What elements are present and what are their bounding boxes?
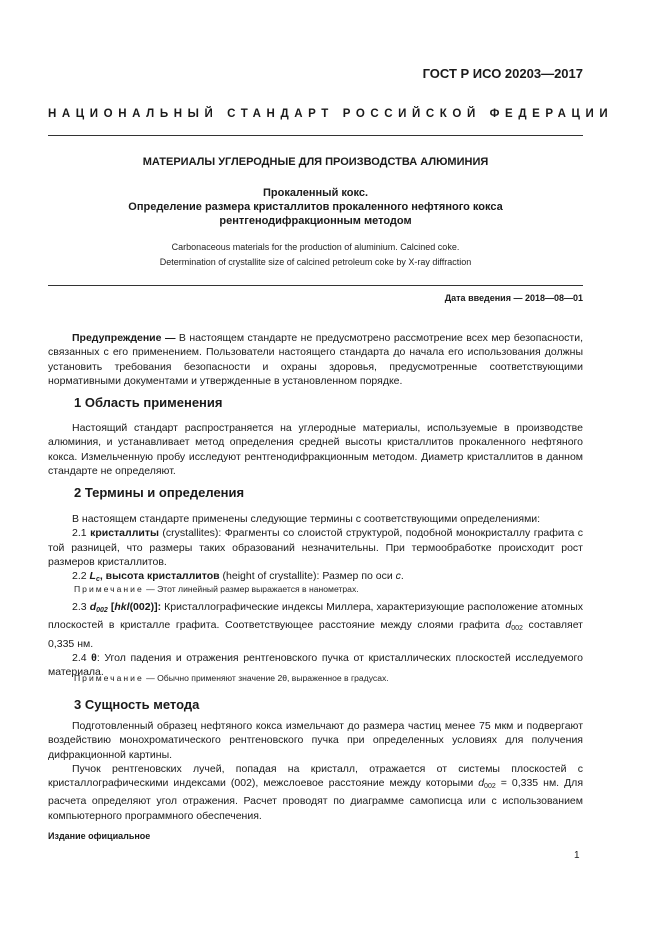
section-2-definitions (48, 512, 583, 587)
axis-symbol: c (395, 570, 401, 583)
english-title-line-2: Determination of crystallite size of calcined petroleum coke by X-ray diffraction (159, 257, 472, 267)
subtitle-line-2: Определение размера кристаллитов прокаленного нефтяного кокса (128, 201, 503, 213)
term-symbol: θ (91, 651, 97, 664)
term-symbol: d (89, 601, 97, 613)
warning-paragraph (48, 331, 583, 388)
warning-label: Предупреждение — (72, 332, 176, 344)
note-text-end: , выраженное в градусах. (287, 673, 389, 683)
term-definition: Кристаллографические индексы Миллера, характеризующие расположение атомных плоскостей в кристалле графита. Соответствующее расстояние между слоями графита (48, 601, 583, 632)
document-subtitle (48, 186, 583, 228)
section-2-heading: 2 Термины и определения (74, 485, 245, 500)
section-1-heading: 1 Область применения (74, 395, 223, 410)
section-1-paragraph: Настоящий стандарт распространяется на углеродные материалы, используемые в производстве алюминия, и устанавливает метод определения средней высоты кристаллитов прокаленного нефтяного кокса. Измельченную пробу исследуют рентгенодифракционным методом. Диаметр кристаллитов в данном стандарте не определяют. (48, 422, 583, 477)
official-publication-label: Издание официальное (48, 831, 151, 841)
subtitle-line-1: Прокаленный кокс. (262, 187, 369, 199)
english-title-line-1: Carbonaceous materials for the production of aluminium. Calcined coke. (171, 242, 460, 252)
subtitle-line-3: рентгенодифракционным методом (219, 215, 412, 227)
title-divider (48, 285, 583, 286)
term-end: . (400, 570, 404, 583)
index-close: (002)]: (129, 601, 162, 613)
term-name: , высота кристаллитов (99, 570, 220, 583)
english-title (48, 240, 583, 270)
term-symbol-subscript: 002 (96, 607, 108, 614)
section-3-text (48, 719, 583, 823)
inline-symbol-subscript: 002 (511, 625, 523, 633)
introduction-date: Дата введения — 2018—08—01 (444, 293, 583, 303)
term-symbol-subscript: c (95, 576, 100, 584)
standard-number: ГОСТ Р ИСО 20203—2017 (422, 66, 583, 81)
term-definition: : Угол падения и отражения рентгеновского пучка от кристаллических плоскостей исследуемого материала. (48, 651, 583, 679)
paragraph-text: = 0,335 нм. Для расчета определяют угол отражения. Расчет проводят по диаграмме самописца или с использованием компьютерного программного обеспечения. (48, 777, 583, 822)
paragraph-text: Пучок рентгеновских лучей, попадая на кристалл, отражается от системы плоскостей с кристаллографическими индексами (002), межслоевое расстояние между которыми (48, 762, 583, 790)
term-number: 2.4 (72, 651, 92, 664)
page-number: 1 (574, 850, 580, 861)
index-letters: hkl (114, 601, 130, 613)
section-3-heading: 3 Сущность метода (74, 697, 200, 712)
index-open: [ (107, 601, 115, 613)
national-standard-banner: НАЦИОНАЛЬНЫЙ СТАНДАРТ РОССИЙСКОЙ ФЕДЕРАЦИИ (48, 108, 614, 120)
term-definition: (crystallites): Фрагменты со слоистой структурой, подобной монокристаллу графита с той разницей, что размеры таких образований незначительны. При термообработке происходит рост размеров кристаллитов. (48, 527, 584, 568)
term-name: кристаллиты (90, 527, 159, 540)
document-title: МАТЕРИАЛЫ УГЛЕРОДНЫЕ ДЛЯ ПРОИЗВОДСТВА АЛЮМИНИЯ (142, 156, 489, 168)
term-symbol: L (89, 570, 96, 583)
theta-symbol: θ (282, 673, 288, 683)
term-2-1 (48, 526, 583, 569)
section-3-paragraph-1: Подготовленный образец нефтяного кокса измельчают до размера частиц менее 75 мкм и подвергают воздействию монохроматического рентгеновского пучка при определенных условиях для получения дифракционной картины. (48, 720, 583, 761)
term-definition-end: составляет 0,335 нм. (48, 619, 583, 650)
note-2 (74, 673, 389, 683)
term-number: 2.2 (72, 570, 90, 583)
term-2-3 (48, 600, 583, 651)
note-text: — Этот линейный размер выражается в нанометрах. (143, 584, 359, 594)
note-label: Примечание (74, 673, 144, 683)
inline-symbol: d (478, 777, 485, 790)
term-definition: (height of crystallite): Размер по оси (219, 570, 396, 583)
term-number: 2.3 (72, 601, 90, 613)
section-1-text (48, 421, 583, 478)
inline-symbol-subscript: 002 (484, 783, 496, 791)
note-label: Примечание (74, 584, 144, 594)
top-divider (48, 135, 583, 136)
term-number: 2.1 (72, 527, 91, 540)
section-3-paragraph-2 (48, 762, 583, 823)
section-2-intro: В настоящем стандарте применены следующие термины с соответствующими определениями: (72, 513, 541, 525)
inline-symbol: d (505, 619, 512, 632)
warning-text: В настоящем стандарте не предусмотрено рассмотрение всех мер безопасности, связанных с его применением. Пользователи настоящего стандарта до начала его использования должны установить требования безопасности и охраны здоровья, предусмотренные соответствующими нормативными документами и утвержденные в установленном порядке. (48, 332, 583, 387)
note-1 (74, 584, 359, 594)
note-text: — Обычно применяют значение 2 (143, 673, 283, 683)
section-2-definitions-cont (48, 600, 583, 679)
